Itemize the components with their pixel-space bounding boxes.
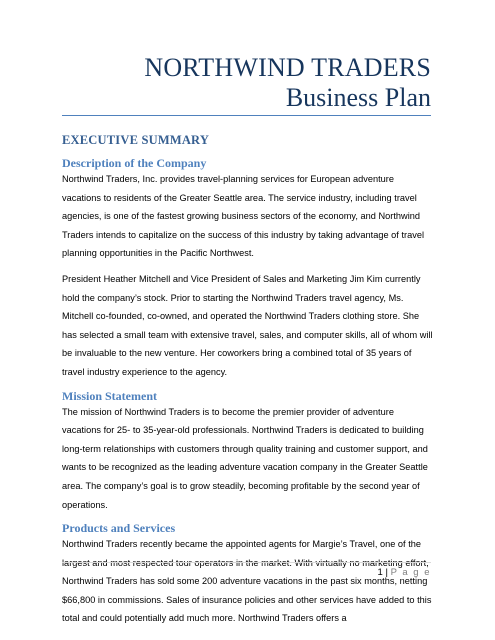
page-number bbox=[378, 567, 431, 578]
document-body bbox=[62, 118, 433, 628]
footer-rule bbox=[62, 562, 431, 563]
section-heading-description: Description of the Company bbox=[62, 156, 207, 170]
paragraph-mission: The mission of Northwind Traders is to become the premier provider of adventure vacations for 25- to 35-year-old professionals. Northwind Traders is dedicated to building long-term relationships with customers through quality training and customer support, and wants to be recognized as the leading adventure vacation company in the Greater Seattle area. The company’s goal is to grow steadily, becoming profitable by the second year of operations. bbox=[62, 406, 428, 510]
paragraph-description-1: Northwind Traders, Inc. provides travel-planning services for European adventure vacations to residents of the Greater Seattle area. The service industry, including travel agencies, is one of the fastest growing business sectors of the economy, and Northwind Traders intends to capitalize on the success of this industry by taking advantage of travel planning opportunities in the Pacific Northwest. bbox=[62, 174, 425, 259]
title-underline bbox=[62, 115, 431, 116]
paragraph-products: Northwind Traders recently became the appointed agents for Margie’s Travel, one of the largest and most respected tour operators in the market. With virtually no marketing effort, Northwind Traders has sold some 200 adventure vacations in the past six months, netting $66,800 in commissions. Sales of insurance policies and other services have added to this total and could potentially add much more. Northwind Traders offers a bbox=[62, 539, 432, 624]
title-company: NORTHWIND TRADERS bbox=[144, 53, 431, 82]
title-subtitle: Business Plan bbox=[285, 83, 431, 112]
page-number-value: 1 bbox=[377, 567, 383, 578]
executive-summary-heading: EXECUTIVE SUMMARY bbox=[62, 133, 210, 147]
page-number-separator: | bbox=[382, 567, 391, 578]
section-heading-products: Products and Services bbox=[62, 521, 176, 536]
document-title bbox=[144, 53, 431, 113]
paragraph-description-2: President Heather Mitchell and Vice President of Sales and Marketing Jim Kim currently hold the company’s stock. Prior to starting the Northwind Traders travel agency, Ms. Mitchell co-founded, co-owned, and operated the Northwind Traders clothing store. She has selected a small team with extensive travel, sales, and computer skills, all of whom will be invaluable to the new venture. Her coworkers bring a combined total of 35 years of travel industry experience to the agency. bbox=[62, 273, 433, 377]
section-heading-mission: Mission Statement bbox=[62, 388, 157, 403]
page-label: P a g e bbox=[390, 567, 431, 578]
